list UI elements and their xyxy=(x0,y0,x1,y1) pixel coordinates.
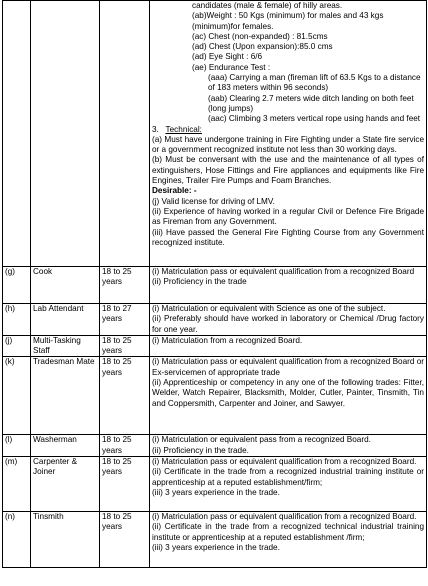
post-cell: Washerman xyxy=(31,435,100,457)
qualification-cell xyxy=(150,1,427,267)
qualification-cell xyxy=(150,435,427,457)
age-cell: 18 to 25 years xyxy=(100,357,150,435)
text-line: (ae) Endurance Test : xyxy=(192,62,271,72)
text-line: (ad) Chest (Upon expansion):85.0 cms xyxy=(192,42,333,52)
age-cell: 18 to 25 years xyxy=(100,267,150,304)
text-line: (aac) Climbing 3 meters vertical rope using hands and feet xyxy=(208,114,421,124)
text-line: (ii) Apprenticeship or competency in any one of the following trades: Fitter, Welder, Watch Repairer, Blacksmith, Molder, Cutler, Painter, Tinsmith, Tin and Coppersmith, Carpenter and Joiner, and Sawyer. xyxy=(152,378,424,408)
text-line: (i) Matriculation pass or equivalent qualification from a recognized Board. xyxy=(152,512,417,522)
text-line: (ab)Weight : 50 Kgs (minimum) for males and 43 kgs (minimum)for females. xyxy=(192,11,384,31)
text-line: (ii) Proficiency in the trade xyxy=(152,277,247,287)
age-cell: 18 to 25 years xyxy=(100,457,150,512)
age-cell: 18 to 25 years xyxy=(100,512,150,568)
post-cell: Carpenter & Joiner xyxy=(31,457,100,512)
table-row xyxy=(3,512,427,568)
table-row xyxy=(3,457,427,512)
text-line: (ad) Eye Sight : 6/6 xyxy=(192,52,263,62)
post-cell: Tinsmith xyxy=(31,512,100,568)
text-line: (i) Matriculation or equivalent pass from a recognized Board. xyxy=(152,435,371,445)
code-cell: (k) xyxy=(3,357,31,435)
section-heading xyxy=(152,125,424,135)
post-cell xyxy=(31,1,100,267)
text-line: (a) Must have undergone training in Fire Fighting under a State fire service or a government recognized institute not less than 30 working days. xyxy=(152,134,424,155)
code-cell: (l) xyxy=(3,435,31,457)
text-line: (aab) Clearing 2.7 meters wide ditch landing on both feet (long jumps) xyxy=(208,93,414,113)
text-line: (ii) Preferably should have worked in laboratory or Chemical /Drug factory for one year. xyxy=(152,314,424,334)
age-cell: 18 to 27 years xyxy=(100,304,150,336)
text-line: (aaa) Carrying a man (fireman lift of 63.5 Kgs to a distance of 183 meters within 96 seconds) xyxy=(208,73,421,93)
code-cell: (m) xyxy=(3,457,31,512)
text-line: candidates (male & female) of hilly areas. xyxy=(192,1,343,10)
text-line: (b) Must be conversant with the use and the maintenance of all types of extinguishers, Hose Fittings and Fire appliances and equipments like Fire Engines, Trailer Fire Pumps and Foam Branches. xyxy=(152,155,424,186)
age-cell: 18 to 25 years xyxy=(100,435,150,457)
section-heading: Desirable: - xyxy=(152,186,197,196)
table-row xyxy=(3,304,427,336)
code-cell: (j) xyxy=(3,335,31,357)
qualification-cell xyxy=(150,357,427,435)
text-line: (iii) Have passed the General Fire Fighting Course from any Government recognized institute. xyxy=(152,227,424,247)
text-line: (iii) 3 years experience in the trade. xyxy=(152,487,280,497)
table-row xyxy=(3,1,427,267)
post-cell: Cook xyxy=(31,267,100,304)
section-number: 3. xyxy=(152,124,159,134)
text-line: (i) Matriculation pass or equivalent qualification from a recognized Board xyxy=(152,267,415,276)
qualification-cell xyxy=(150,335,427,357)
text-line: (i) Matriculation or equivalent with Science as one of the subject. xyxy=(152,304,386,313)
text-line: (ii) Experience of having worked in a regular Civil or Defence Fire Brigade as Fireman from any Government. xyxy=(152,206,424,227)
text-line: (i) Matriculation from a recognized Board. xyxy=(152,335,303,345)
text-line: (i) Matriculation pass or equivalent qualification from a recognized Board. xyxy=(152,457,417,467)
text-line: (iii) 3 years experience in the trade. xyxy=(152,542,280,552)
code-cell: (h) xyxy=(3,304,31,336)
qualification-cell xyxy=(150,304,427,336)
post-cell: Tradesman Mate xyxy=(31,357,100,435)
code-cell: (g) xyxy=(3,267,31,304)
qualification-cell xyxy=(150,267,427,304)
code-cell xyxy=(3,1,31,267)
qualification-cell xyxy=(150,512,427,568)
text-line: (j) Valid license for driving of LMV. xyxy=(152,196,275,206)
text-line: (ii) Proficiency in the trade. xyxy=(152,445,249,455)
eligibility-table xyxy=(2,0,427,568)
text-line: (ii) Certificate in the trade from a recognized industrial training institute or apprenticeship at a reputed establishment/firm; xyxy=(152,467,424,487)
code-cell: (n) xyxy=(3,512,31,568)
table-row xyxy=(3,357,427,435)
age-cell xyxy=(100,1,150,267)
post-cell: Multi-Tasking Staff xyxy=(31,335,100,357)
qualification-cell xyxy=(150,457,427,512)
text-line: (ii) Certificate in the trade from a recognized technical industrial training institute or apprenticeship at a reputed establishment /firm; xyxy=(152,522,424,542)
table-row xyxy=(3,267,427,304)
section-title: Technical: xyxy=(165,124,202,134)
age-cell: 18 to 25 years xyxy=(100,335,150,357)
post-cell: Lab Attendant xyxy=(31,304,100,336)
text-line: (ac) Chest (non-expanded) : 81.5cms xyxy=(192,31,328,41)
table-row xyxy=(3,435,427,457)
text-line: (i) Matriculation pass or equivalent qualification from a recognized Board or Ex-servicemen of appropriate trade xyxy=(152,357,424,377)
table-row xyxy=(3,335,427,357)
